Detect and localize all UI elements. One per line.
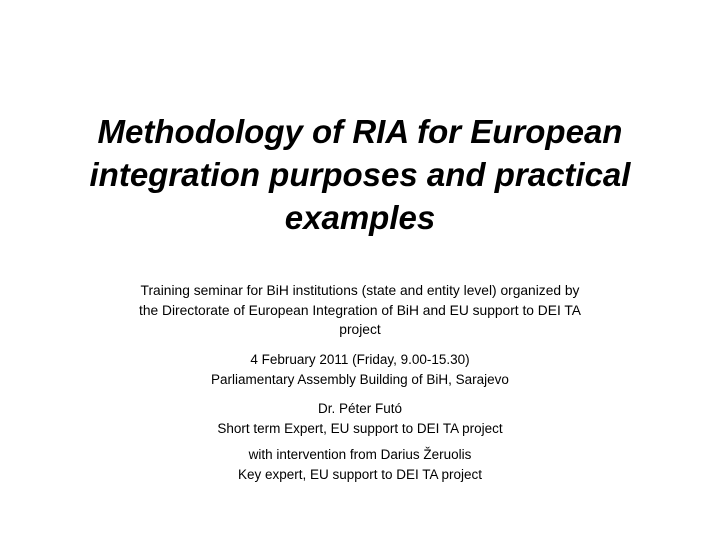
title-line-2: integration purposes and practical: [89, 156, 631, 193]
intervention-role: Key expert, EU support to DEI TA project: [237, 466, 483, 482]
event-venue: Parliamentary Assembly Building of BiH, Sarajevo: [211, 371, 509, 387]
presenter-name: Dr. Péter Futó: [317, 401, 403, 416]
event-details: [60, 350, 660, 389]
subtitle-line-2: the Directorate of European Integration of BiH and EU support to DEI TA: [139, 302, 581, 318]
intervention-info: [60, 445, 660, 484]
seminar-description: [60, 281, 660, 340]
event-date: 4 February 2011 (Friday, 9.00-15.30): [250, 352, 470, 367]
intervention-line: with intervention from Darius Žeruolis: [248, 447, 472, 462]
title-line-1: Methodology of RIA for European: [97, 113, 623, 150]
subtitle-line-3: project: [339, 322, 381, 337]
title-line-3: examples: [284, 199, 436, 236]
slide-title: [40, 110, 680, 239]
presenter-role: Short term Expert, EU support to DEI TA project: [217, 420, 503, 436]
presenter-info: [60, 399, 660, 438]
subtitle-line-1: Training seminar for BiH institutions (state and entity level) organized by: [140, 283, 580, 298]
